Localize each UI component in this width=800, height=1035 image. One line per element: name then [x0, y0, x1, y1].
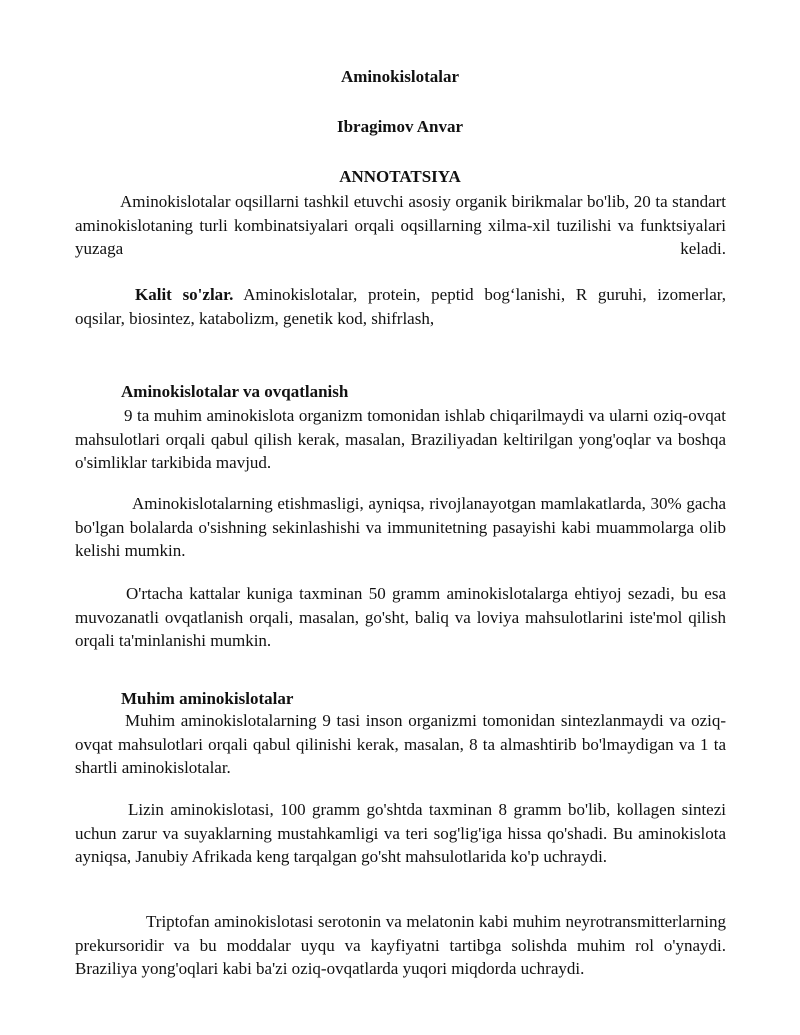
keywords-text: Aminokislotalar, protein, peptid bog‘lanishi, R guruhi, izomerlar, oqsilar, biosintez, katabolizm, genetik kod, shifrlash,: [75, 285, 726, 328]
section-paragraph: Lizin aminokislotasi, 100 gramm go'shtda taxminan 8 gramm bo'lib, kollagen sintezi uchun zarur va suyaklarning mustahkamligi va teri sog'lig'iga hissa qo'shadi. Bu aminokislota ayniqsa, Janubiy Afrikada keng tarqalgan go'sht mahsulotlarida ko'p uchraydi.: [75, 800, 726, 866]
section-paragraph: Triptofan aminokislotasi serotonin va melatonin kabi muhim neyrotransmitterlarning prekursoridir va bu moddalar uyqu va kayfiyatni tartibga solishda muhim rol o'ynaydi. Braziliya yong'oqlari kabi ba'zi oziq-ovqatlarda yuqori miqdorda uchraydi.: [75, 912, 726, 978]
document-author: Ibragimov Anvar: [336, 117, 464, 136]
section-paragraph: Aminokislotalarning etishmasligi, ayniqsa, rivojlanayotgan mamlakatlarda, 30% gacha bo'lgan bolalarda o'sishning sekinlashishi va immunitetning pasayishi kabi muammolarga olib kelishi mumkin.: [75, 494, 726, 560]
annotation-paragraph: Aminokislotalar oqsillarni tashkil etuvchi asosiy organik birikmalar bo'lib, 20 ta standart aminokislotaning turli kombinatsiyalari orqali oqsillarning xilma-xil tuzilishi va funktsiyalari yuzaga keladi.: [75, 192, 726, 258]
document-title: Aminokislotalar: [340, 67, 460, 86]
section-heading: Aminokislotalar va ovqatlanish: [121, 382, 349, 401]
section-heading: Muhim aminokislotalar: [121, 689, 294, 708]
keywords-label: Kalit so'zlar.: [135, 285, 234, 304]
section-paragraph: O'rtacha kattalar kuniga taxminan 50 gramm aminokislotalarga ehtiyoj sezadi, bu esa muvozanatli ovqatlanish orqali, masalan, go'sht, baliq va loviya mahsulotlarini iste'mol qilish orqali ta'minlanishi mumkin.: [75, 584, 726, 650]
keywords-paragraph: [75, 283, 726, 330]
section-paragraph: 9 ta muhim aminokislota organizm tomonidan ishlab chiqarilmaydi va ularni oziq-ovqat mahsulotlari orqali qabul qilish kerak, masalan, Braziliyadan keltirilgan yong'oqlar va boshqa o'simliklar tarkibida mavjud.: [75, 406, 726, 472]
section-paragraph: Muhim aminokislotalarning 9 tasi inson organizmi tomonidan sintezlanmaydi va oziq-ovqat mahsulotlari orqali qabul qilinishi kerak, masalan, 8 ta almashtirib bo'lmaydigan va 1 ta shartli aminokislotalar.: [75, 711, 726, 777]
annotation-heading: ANNOTATSIYA: [339, 167, 461, 186]
